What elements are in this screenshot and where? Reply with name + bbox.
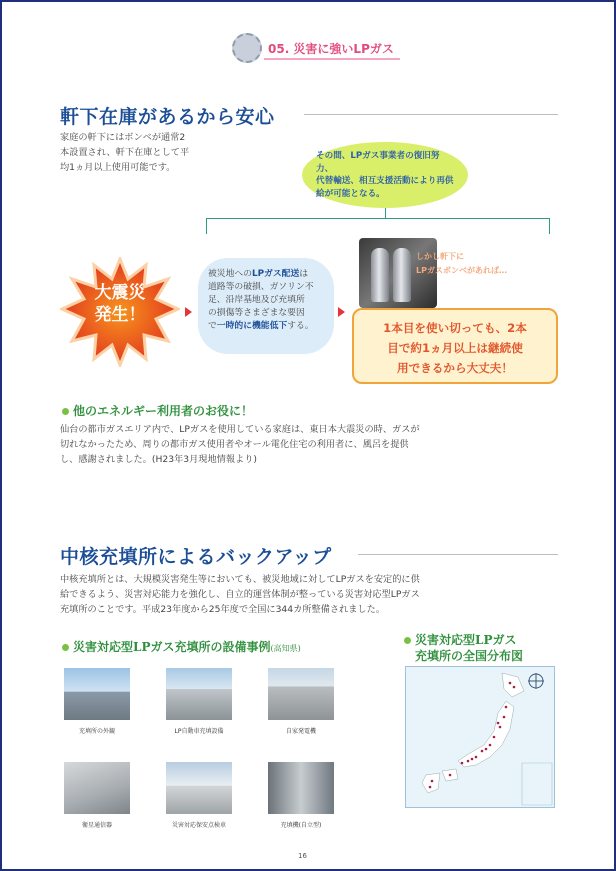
- chapter-header: [232, 34, 394, 62]
- photo-caption: 充填所の外観: [78, 728, 115, 735]
- japan-map-graphic: [406, 667, 554, 807]
- chapter-underline: [264, 58, 400, 60]
- energy-body: 仙台の都市ガスエリア内で、LPガスを使用している家庭は、東日本大震災の時、ガスが 切れなかったため、周りの都市ガス使用者やオール電化住宅の利用者に、風呂を提供 し、感謝されました。(H23年3月現地情報より): [60, 424, 420, 465]
- examples-heading: 災害対応型LPガス充填所の設備事例(高知県): [62, 638, 301, 655]
- reassurance-box: 1本目を使い切っても、2本 目で約1ヵ月以上は継続使 用できるから大丈夫！: [352, 308, 558, 384]
- gas-cylinder-icon: [371, 248, 389, 302]
- section2-heading: 中核充填所によるバックアップ: [60, 546, 332, 568]
- satellite-phone-photo: [64, 762, 130, 814]
- autogas-station-photo: [166, 668, 232, 720]
- arrow-right-icon: [338, 307, 345, 317]
- tank-caption: しかし軒下に LPガスボンベがあれば…: [416, 252, 507, 275]
- bracket-line: [206, 218, 550, 219]
- bracket-line: [206, 218, 207, 234]
- inspection-vehicle-photo: [166, 762, 232, 814]
- photo-caption: 衛星通信器: [81, 822, 112, 829]
- japan-map: [405, 666, 555, 808]
- map-island: [458, 701, 514, 767]
- map-island: [502, 673, 524, 697]
- bracket-line: [385, 208, 386, 218]
- bracket-line: [549, 218, 550, 234]
- bullet-dot-icon: [62, 644, 69, 651]
- section2-rule: [358, 554, 558, 555]
- filling-machine-photo: [268, 762, 334, 814]
- bullet-dot-icon: [62, 408, 69, 415]
- photo-caption: 充填機(自立型): [280, 822, 322, 829]
- energy-heading: 他のエネルギー利用者のお役に！: [62, 402, 253, 419]
- chapter-title: 05. 災害に強いLPガス: [268, 41, 394, 56]
- photo-caption: 災害対応保安点検車: [171, 822, 226, 829]
- blue-cloud-note: 被災地へのLPガス配送は 道路等の破損、ガソリン不 足、沿岸基地及び充填所 の損傷等さまざまな要因 で一時的に機能低下する。: [198, 258, 334, 354]
- section2-body: 中核充填所とは、大規模災害発生等においても、被災地域に対してLPガスを安定的に供 給できるよう、災害対応能力を強化し、自立的運営体制が整っている災害対応型LPガス 充填所のことです。平成23年度から25年度で全国に344カ所整備されました。: [60, 574, 420, 615]
- map-heading: 災害対応型LPガス 充填所の全国分布図: [404, 632, 523, 664]
- green-cloud-note: その間、LPガス事業者の復旧努力、 代替輸送、相互支援活動により再供 給が可能となる。: [302, 142, 468, 208]
- arrow-right-icon: [185, 307, 192, 317]
- gas-cylinder-icon: [393, 248, 411, 302]
- gear-icon: [232, 33, 262, 63]
- generator-photo: [268, 668, 334, 720]
- section1-intro: 家庭の軒下にはボンベが通常2 本設置され、軒下在庫として平 均1ヵ月以上使用可能です。: [60, 132, 190, 173]
- page-number: 16: [298, 852, 307, 860]
- photo-caption: 自家発電機: [285, 728, 316, 735]
- map-island: [422, 773, 440, 793]
- section1-rule: [304, 114, 558, 115]
- photo-caption: LP自動車充填設備: [174, 728, 224, 735]
- facility-exterior-photo: [64, 668, 130, 720]
- bullet-dot-icon: [404, 637, 411, 644]
- section1-heading: 軒下在庫があるから安心: [60, 106, 275, 128]
- burst-text: 大震災 発生！: [94, 283, 146, 325]
